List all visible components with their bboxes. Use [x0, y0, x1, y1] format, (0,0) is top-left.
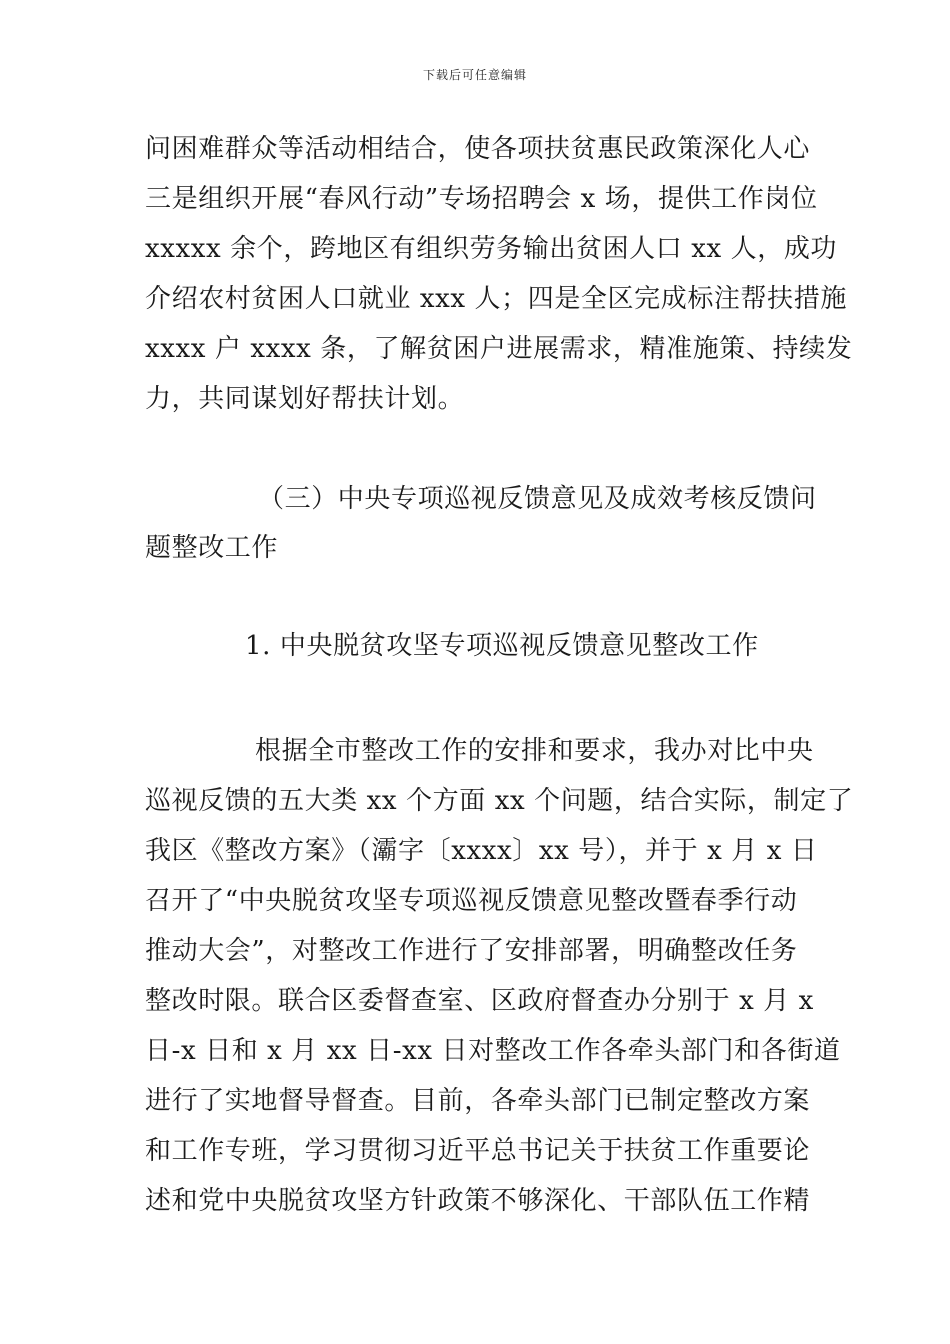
- text-line: 整改时限。联合区委督查室、区政府督查办分别于 x 月 x: [145, 986, 814, 1016]
- page-header: 下载后可任意编辑: [422, 68, 527, 82]
- text-line: 日-x 日和 x 月 xx 日-xx 日对整改工作各牵头部门和各街道: [145, 1036, 841, 1066]
- text-line: 我区《整改方案》（灞字〔xxxx〕xx 号），并于 x 月 x 日: [145, 836, 818, 866]
- text-line: 和工作专班，学习贯彻习近平总书记关于扶贫工作重要论: [145, 1136, 811, 1166]
- text-line: 巡视反馈的五大类 xx 个方面 xx 个问题，结合实际，制定了: [145, 786, 854, 816]
- text-line: 推动大会”，对整改工作进行了安排部署，明确整改任务: [145, 936, 798, 966]
- text-line: 力，共同谋划好帮扶计划。: [145, 384, 465, 414]
- section-heading-line: 题整改工作: [145, 533, 279, 563]
- text-line: xxxxx 余个，跨地区有组织劳务输出贫困人口 xx 人，成功: [145, 234, 838, 264]
- section-heading-line: （三）中央专项巡视反馈意见及成效考核反馈问: [258, 484, 817, 514]
- subsection-title: 1. 中央脱贫攻坚专项巡视反馈意见整改工作: [245, 631, 759, 661]
- text-line: 三是组织开展“春风行动”专场招聘会 x 场，提供工作岗位: [145, 184, 818, 214]
- text-line: 介绍农村贫困人口就业 xxx 人；四是全区完成标注帮扶措施: [145, 284, 847, 314]
- text-line: 问困难群众等活动相结合，使各项扶贫惠民政策深化人心: [145, 134, 811, 164]
- text-line: 述和党中央脱贫攻坚方针政策不够深化、干部队伍工作精: [145, 1186, 811, 1216]
- text-line: xxxx 户 xxxx 条，了解贫困户进展需求，精准施策、持续发: [145, 334, 853, 364]
- text-line: 进行了实地督导督查。目前，各牵头部门已制定整改方案: [145, 1086, 811, 1116]
- text-line: 根据全市整改工作的安排和要求，我办对比中央: [255, 736, 814, 766]
- text-line: 召开了“中央脱贫攻坚专项巡视反馈意见整改暨春季行动: [145, 886, 798, 916]
